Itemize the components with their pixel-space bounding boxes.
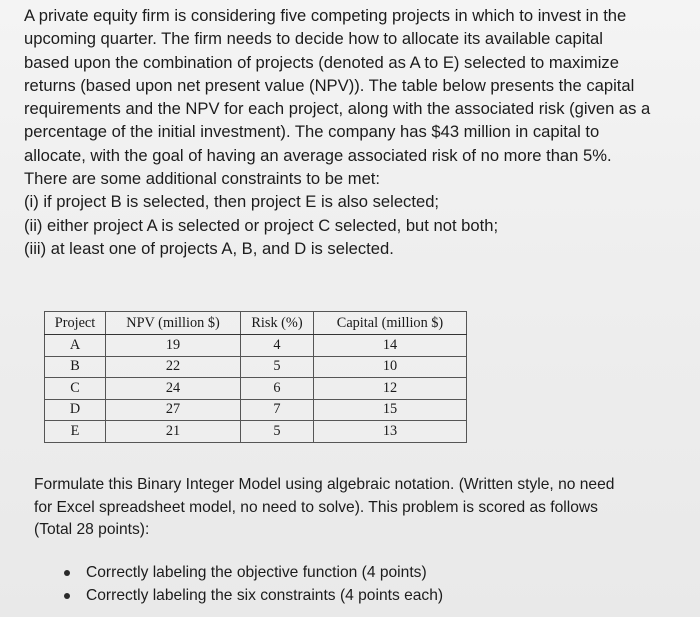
intro-line: allocate, with the goal of having an average associated risk of no more than 5%.	[24, 145, 612, 165]
task-instructions	[34, 474, 684, 542]
table-row	[45, 399, 467, 421]
cell-risk: 4	[241, 335, 314, 357]
scoring-item-text: Correctly labeling the six constraints (4 points each)	[86, 586, 444, 604]
cell-npv: 19	[106, 335, 241, 357]
header-npv: NPV (million $)	[106, 312, 241, 335]
project-table-container	[44, 311, 467, 443]
cell-project: D	[45, 399, 106, 421]
constraint-i: (i) if project B is selected, then project E is also selected;	[24, 192, 440, 212]
cell-capital: 10	[314, 356, 467, 378]
task-line: for Excel spreadsheet model, no need to solve). This problem is scored as follows	[34, 498, 598, 516]
intro-line: based upon the combination of projects (denoted as A to E) selected to maximize	[24, 52, 619, 72]
table-row	[45, 356, 467, 378]
cell-npv: 21	[106, 421, 241, 443]
list-item	[62, 562, 443, 585]
list-item	[62, 585, 443, 608]
scoring-list	[62, 562, 443, 607]
cell-risk: 5	[241, 421, 314, 443]
cell-risk: 6	[241, 378, 314, 400]
table-header-row	[45, 312, 467, 335]
intro-line: returns (based upon net present value (NPV)). The table below presents the capital	[24, 75, 635, 95]
cell-npv: 22	[106, 356, 241, 378]
table-row	[45, 378, 467, 400]
project-table	[44, 311, 467, 443]
cell-project: C	[45, 378, 106, 400]
cell-project: E	[45, 421, 106, 443]
cell-capital: 14	[314, 335, 467, 357]
task-line: (Total 28 points):	[34, 521, 150, 538]
intro-line: There are some additional constraints to be met:	[24, 169, 381, 189]
cell-capital: 13	[314, 421, 467, 443]
cell-project: B	[45, 356, 106, 378]
cell-npv: 27	[106, 399, 241, 421]
scoring-item-text: Correctly labeling the objective function (4 points)	[86, 564, 427, 581]
bullet-icon	[64, 593, 70, 599]
cell-risk: 7	[241, 399, 314, 421]
cell-capital: 12	[314, 378, 467, 400]
table-row	[45, 421, 467, 443]
intro-line: upcoming quarter. The firm needs to decide how to allocate its available capital	[24, 29, 603, 49]
constraint-iii: (iii) at least one of projects A, B, and D is selected.	[24, 238, 394, 258]
task-line: Formulate this Binary Integer Model using algebraic notation. (Written style, no need	[34, 476, 615, 493]
header-risk: Risk (%)	[241, 312, 314, 335]
bullet-icon	[64, 570, 70, 576]
cell-npv: 24	[106, 378, 241, 400]
problem-statement	[24, 4, 692, 260]
header-project: Project	[45, 312, 106, 335]
cell-project: A	[45, 335, 106, 357]
cell-risk: 5	[241, 356, 314, 378]
table-row	[45, 335, 467, 357]
intro-line: percentage of the initial investment). The company has $43 million in capital to	[24, 122, 600, 142]
intro-line: requirements and the NPV for each project, along with the associated risk (given as a	[24, 99, 651, 119]
header-capital: Capital (million $)	[314, 312, 467, 335]
cell-capital: 15	[314, 399, 467, 421]
constraint-ii: (ii) either project A is selected or project C selected, but not both;	[24, 215, 499, 235]
intro-line: A private equity firm is considering five competing projects in which to invest in the	[24, 6, 627, 25]
